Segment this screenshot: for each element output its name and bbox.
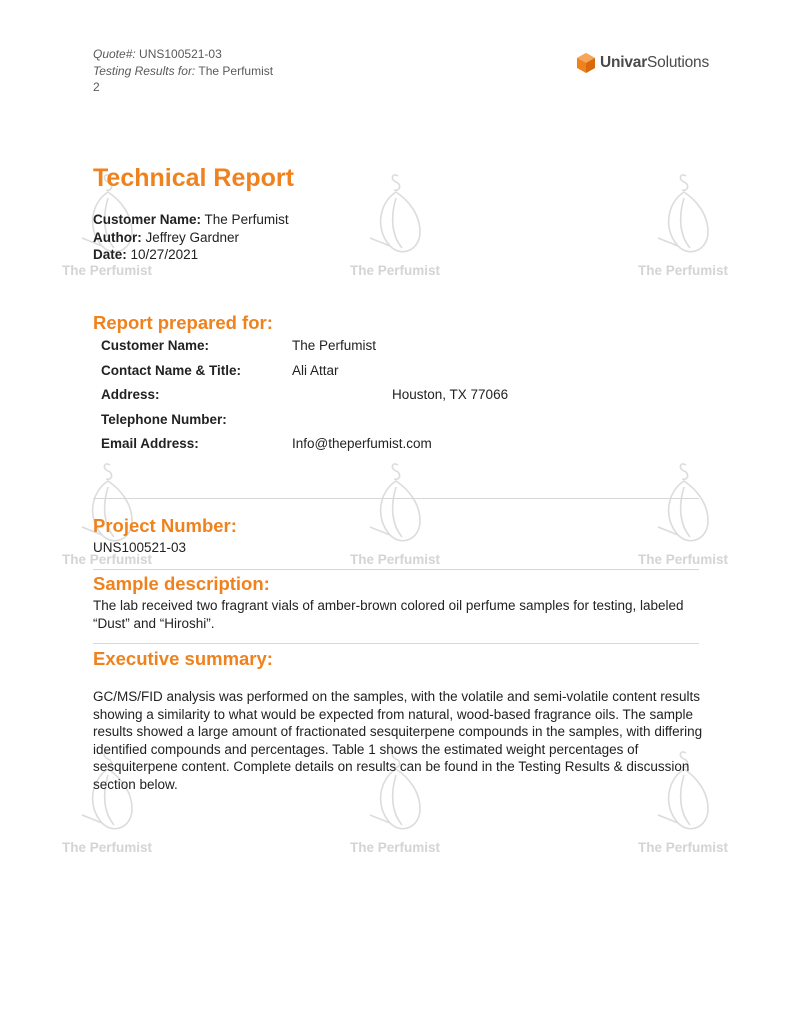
prepared-label: Address: (101, 387, 160, 402)
prepared-value: Ali Attar (292, 362, 339, 378)
meta-date (93, 246, 289, 264)
meta-author (93, 229, 289, 247)
divider (93, 643, 699, 644)
watermark-text: The Perfumist (61, 840, 153, 855)
logo-light: Solutions (647, 54, 710, 71)
page-header (93, 46, 273, 96)
quote-line (93, 46, 273, 63)
watermark-text: The Perfumist (61, 263, 153, 278)
meta-customer-value: The Perfumist (204, 212, 289, 227)
perfumist-watermark-icon (340, 457, 450, 552)
perfumist-watermark-icon (628, 168, 738, 263)
univar-logo (576, 52, 709, 74)
watermark (628, 168, 738, 278)
prepared-label: Contact Name & Title: (101, 362, 242, 378)
report-meta (93, 211, 289, 264)
quote-label: Quote#: (93, 47, 136, 61)
watermark-text: The Perfumist (637, 552, 729, 567)
quote-value: UNS100521-03 (139, 47, 222, 61)
prepared-label: Email Address: (101, 436, 199, 451)
meta-author-label: Author: (93, 229, 142, 245)
prepared-value: Info@theperfumist.com (292, 436, 432, 451)
watermark-text: The Perfumist (349, 263, 441, 278)
prepared-value: Houston, TX 77066 (392, 387, 509, 402)
prepared-label: Telephone Number: (101, 411, 227, 427)
meta-customer-label: Customer Name: (93, 212, 202, 227)
prepared-label: Customer Name: (101, 338, 210, 353)
watermark-text: The Perfumist (349, 552, 441, 567)
page-number: 2 (93, 80, 100, 94)
meta-customer (93, 211, 289, 229)
testing-label: Testing Results for: (93, 63, 196, 78)
prepared-value: The Perfumist (292, 338, 377, 353)
prepared-for-heading: Report prepared for: (93, 312, 273, 333)
sample-text: The lab received two fragrant vials of amber-brown colored oil perfume samples for testing, labeled “Dust” and “Hiroshi”. (93, 598, 684, 631)
project-heading: Project Number: (93, 515, 237, 536)
meta-date-value: 10/27/2021 (130, 247, 199, 262)
testing-value: The Perfumist (198, 63, 274, 78)
project-value: UNS100521-03 (93, 540, 187, 555)
univar-logo-icon (576, 52, 596, 74)
divider (93, 569, 699, 570)
sample-heading: Sample description: (93, 573, 270, 594)
watermark-text: The Perfumist (61, 552, 153, 567)
divider (93, 498, 699, 499)
summary-text: GC/MS/FID analysis was performed on the samples, with the volatile and semi-volatile content results showing a similarity to what would be expected from natural, wood-based fragrance oils. The sample results showed a large amount of fractionated sesquiterpene compounds in the samples, with differing identified compounds and percentages. Table 1 shows the estimated weight percentages of sesquiterpene content. Complete details on results can be found in the Testing Results & discussion section below. (93, 689, 703, 792)
meta-author-value: Jeffrey Gardner (145, 229, 240, 245)
summary-heading: Executive summary: (93, 648, 273, 669)
perfumist-watermark-icon (52, 457, 162, 552)
logo-wordmark (600, 54, 709, 72)
watermark-text: The Perfumist (349, 840, 441, 855)
perfumist-watermark-icon (628, 457, 738, 552)
watermark-text: The Perfumist (637, 840, 729, 855)
testing-line (93, 63, 273, 80)
watermark (340, 168, 450, 278)
meta-date-label: Date: (93, 247, 127, 262)
watermark-text: The Perfumist (637, 263, 729, 278)
perfumist-watermark-icon (340, 168, 450, 263)
logo-bold: Univar (600, 54, 648, 71)
page-title: Technical Report (93, 164, 294, 192)
